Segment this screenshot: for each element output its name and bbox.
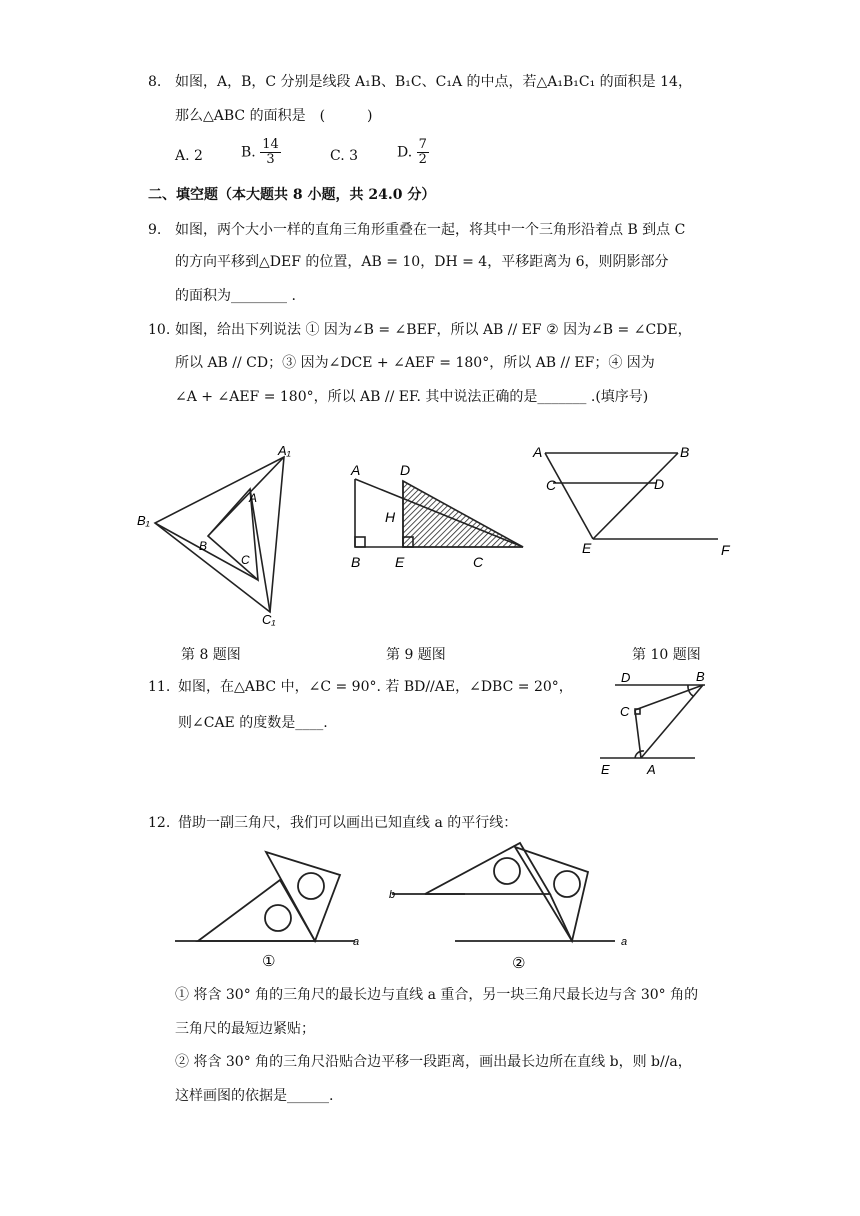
label-d: D xyxy=(400,462,411,478)
label-d: D xyxy=(621,670,631,685)
figure-8 xyxy=(135,440,305,630)
label-a: A xyxy=(351,462,361,478)
label-b1: B₁ xyxy=(137,513,150,528)
q12-number: 12. xyxy=(148,815,171,831)
figure-12 xyxy=(170,838,640,978)
q11-number: 11. xyxy=(148,679,171,695)
label-c: C xyxy=(620,704,630,719)
q8-text-line1: 如图，A，B，C 分别是线段 A₁B、B₁C、C₁A 的中点，若△A₁B₁C₁ 的面积是 14， xyxy=(175,74,692,90)
figure-10 xyxy=(528,440,740,565)
label-e: E xyxy=(601,762,610,777)
label-e: E xyxy=(395,554,405,570)
triangle-30deg-2 xyxy=(425,843,550,894)
label-e: E xyxy=(582,540,592,556)
label-part-1: ① xyxy=(262,953,276,970)
label-b: B xyxy=(696,669,705,684)
label-b: b xyxy=(389,889,396,901)
q12-step1-line1: ① 将含 30° 角的三角尺的最长边与直线 a 重合，另一块三角尺最长边与含 30° 角的 xyxy=(175,987,699,1003)
q11-text-line2: 则∠CAE 的度数是____. xyxy=(178,715,328,731)
section-heading: 二、填空题（本大题共 8 小题，共 24.0 分） xyxy=(148,187,436,203)
q12-step2-line2: 这样画图的依据是______. xyxy=(175,1088,334,1104)
label-b: B xyxy=(351,554,361,570)
figure-11 xyxy=(595,665,705,780)
q10-text-line3: ∠A + ∠AEF = 180°，所以 AB // EF. 其中说法正确的是_______ .(填序号) xyxy=(175,389,649,405)
q12-text-line1: 借助一副三角尺，我们可以画出已知直线 a 的平行线： xyxy=(178,815,518,831)
q10-number: 10. xyxy=(148,322,171,338)
q9-text-line1: 如图，两个大小一样的直角三角形重叠在一起，将其中一个三角形沿着点 B 到点 C xyxy=(175,222,686,238)
label-a1: A₁ xyxy=(278,443,291,458)
q9-text-line2: 的方向平移到△DEF 的位置，AB = 10，DH = 4，平移距离为 6，则阴影部分 xyxy=(175,254,669,270)
shaded-region xyxy=(403,481,523,547)
label-d: D xyxy=(654,476,665,492)
q12-step2-line1: ② 将含 30° 角的三角尺沿贴合边平移一段距离，画出最长边所在直线 b，则 b//a， xyxy=(175,1054,692,1070)
q10-text-line1: 如图，给出下列说法 ① 因为∠B = ∠BEF，所以 AB // EF ② 因为∠B = ∠CDE， xyxy=(175,322,692,338)
label-f: F xyxy=(721,542,730,558)
label-c: C xyxy=(473,554,484,570)
label-b: B xyxy=(680,444,690,460)
label-part-2: ② xyxy=(512,955,526,972)
q9-text-line3: 的面积为________ . xyxy=(175,288,296,304)
q8-option-c: C. 3 xyxy=(330,148,359,164)
q10-text-line2: 所以 AB // CD；③ 因为∠DCE + ∠AEF = 180°，所以 AB // EF；④ 因为 xyxy=(175,355,655,371)
label-c: C xyxy=(546,477,557,493)
label-a: A xyxy=(647,762,656,777)
label-a-2: a xyxy=(621,936,628,948)
caption-fig8: 第 8 题图 xyxy=(181,647,241,663)
q12-step1-line2: 三角尺的最短边紧贴； xyxy=(175,1021,315,1037)
label-a-1: a xyxy=(353,936,360,948)
q8-option-b: B. $\frac{14}{3}$ xyxy=(241,137,279,167)
label-h: H xyxy=(385,509,396,525)
q8-number: 8. xyxy=(148,74,162,90)
q11-text-line1: 如图，在△ABC 中，∠C = 90°. 若 BD//AE，∠DBC = 20°， xyxy=(178,679,573,695)
caption-fig10: 第 10 题图 xyxy=(632,647,701,663)
label-b: B xyxy=(199,539,208,553)
q8-text-line2: 那么△ABC 的面积是 ( ) xyxy=(175,108,373,124)
q8-option-a: A. 2 xyxy=(175,148,203,164)
q8-option-d: D. $\frac{7}{2}$ xyxy=(397,137,427,167)
q9-number: 9. xyxy=(148,222,162,238)
figure-9 xyxy=(345,455,525,575)
label-a: A xyxy=(249,491,258,505)
caption-fig9: 第 9 题图 xyxy=(386,647,446,663)
label-c: C xyxy=(241,553,250,567)
label-c1: C₁ xyxy=(262,612,276,627)
label-a: A xyxy=(533,444,543,460)
